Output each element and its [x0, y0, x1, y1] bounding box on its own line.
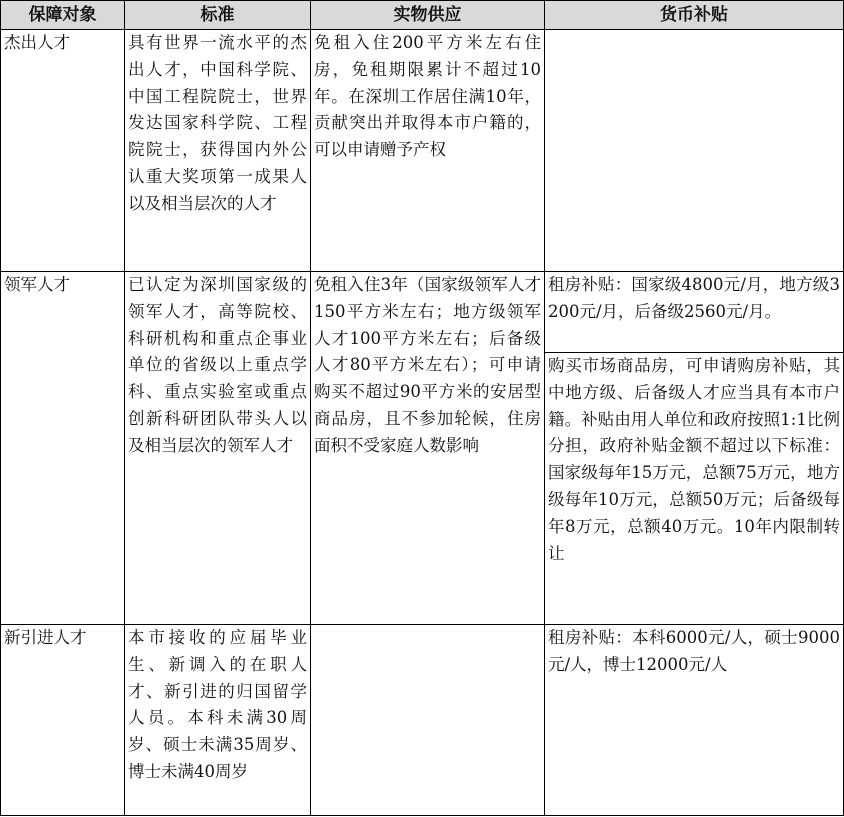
housing-cell: 免租入住200平方米左右住房，免租期限累计不超过10年。在深圳工作居住满10年，贡献突出并取得本市户籍的，可以申请赠予产权	[311, 30, 545, 272]
table-row	[1, 30, 844, 272]
subsidy-cell	[545, 30, 844, 272]
header-subsidy: 货币补贴	[545, 1, 844, 30]
table-row	[1, 625, 844, 816]
subsidy-cell: 租房补贴：本科6000元/人，硕士9000元/人，博士12000元/人	[545, 625, 844, 816]
header-category: 保障对象	[1, 1, 125, 30]
housing-cell	[311, 625, 545, 816]
category-cell: 领军人才	[1, 272, 125, 625]
standard-cell: 已认定为深圳国家级的领军人才，高等院校、科研机构和重点企事业单位的省级以上重点学科、重点实验室或重点创新科研团队带头人以及相当层次的领军人才	[125, 272, 311, 625]
rent-subsidy-text: 租房补贴：国家级4800元/月，地方级3200元/月，后备级2560元/月。	[545, 272, 843, 353]
subsidy-cell	[545, 272, 844, 625]
header-housing: 实物供应	[311, 1, 545, 30]
standard-cell: 本市接收的应届毕业生、新调入的在职人才、新引进的归国留学人员。本科未满30周岁、硕士未满35周岁、博士未满40周岁	[125, 625, 311, 816]
category-cell: 杰出人才	[1, 30, 125, 272]
standard-cell: 具有世界一流水平的杰出人才，中国科学院、中国工程院院士，世界发达国家科学院、工程院院士，获得国内外公认重大奖项第一成果人以及相当层次的人才	[125, 30, 311, 272]
category-cell: 新引进人才	[1, 625, 125, 816]
header-standard: 标准	[125, 1, 311, 30]
table-row	[1, 272, 844, 625]
purchase-subsidy-text: 购买市场商品房，可申请购房补贴，其中地方级、后备级人才应当具有本市户籍。补贴由用人单位和政府按照1:1比例分担，政府补贴金额不超过以下标准：国家级每年15万元，总额75万元，地方级每年10万元，总额50万元；后备级每年8万元，总额40万元。10年内限制转让	[548, 356, 840, 563]
housing-cell: 免租入住3年（国家级领军人才150平方米左右；地方级领军人才100平方米左右；后备级人才80平方米左右）；可申请购买不超过90平方米的安居型商品房，且不参加轮候，住房面积不受家庭人数影响	[311, 272, 545, 625]
header-row	[1, 1, 844, 30]
